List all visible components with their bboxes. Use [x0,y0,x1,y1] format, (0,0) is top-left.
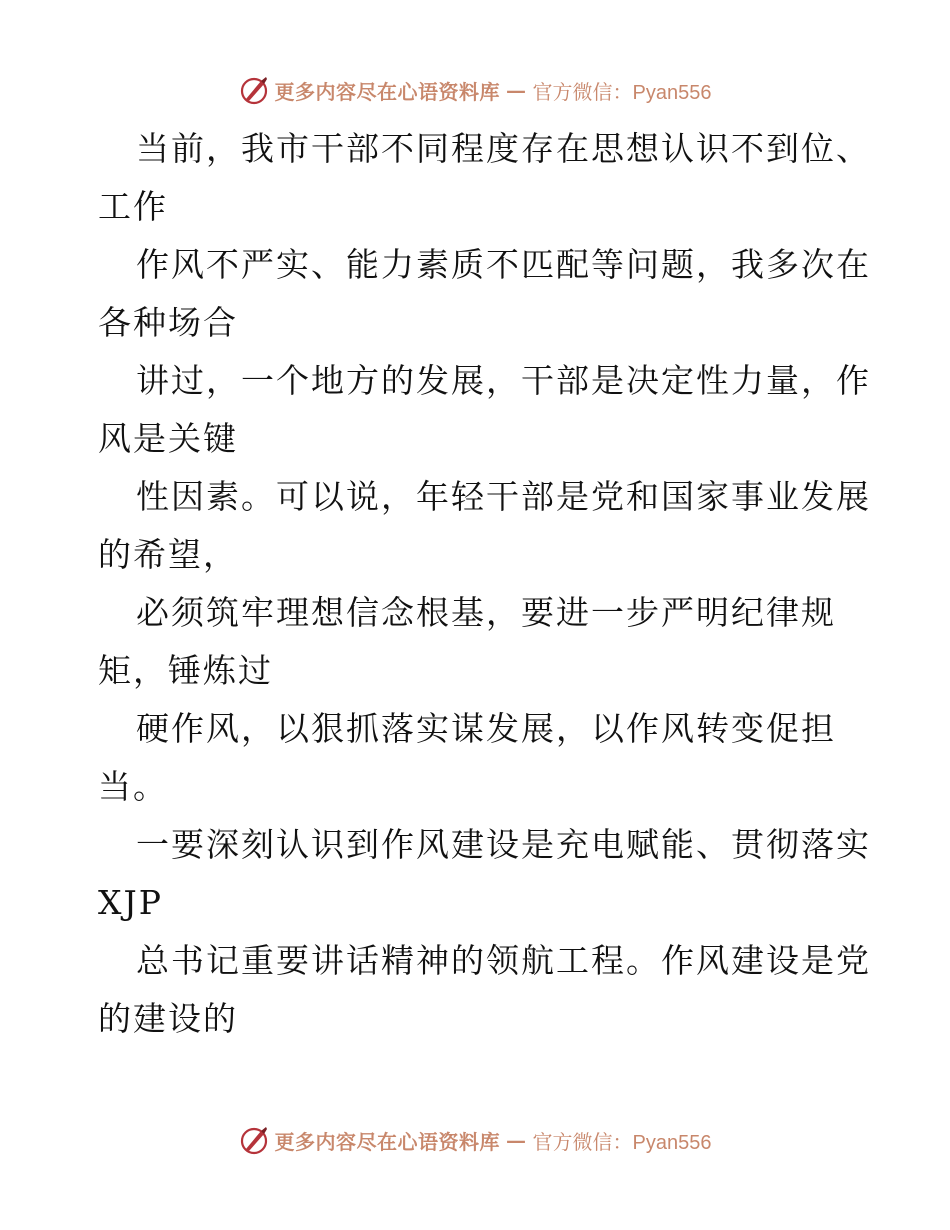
paragraph-line: 风是关键 [98,419,238,458]
footer-separator: — [506,1128,527,1152]
paragraph [98,468,871,584]
paragraph-line: 一要深刻认识到作风建设是充电赋能、贯彻落实 [136,825,871,864]
footer-banner [0,1120,950,1160]
paragraph-line: 当。 [98,767,168,806]
paragraph [98,236,871,352]
paragraph-line: 各种场合 [98,303,238,342]
paragraph [98,352,871,468]
document-body [98,120,871,1048]
paragraph-line: 的建设的 [98,999,238,1038]
paragraph-line: 必须筑牢理想信念根基，要进一步严明纪律规 [136,593,836,632]
header-site-text: 更多内容尽在心语资料库 [274,79,501,104]
paragraph-line: 总书记重要讲话精神的领航工程。作风建设是党 [136,941,871,980]
paragraph-line: 作风不严实、能力素质不匹配等问题，我多次在 [136,245,871,284]
paragraph-line: 当前，我市干部不同程度存在思想认识不到位、 [136,129,871,168]
footer-site-text: 更多内容尽在心语资料库 [274,1129,501,1154]
paragraph-line: 的希望， [98,535,238,574]
paragraph-line: XJP [98,883,163,922]
header-banner [0,70,950,110]
paragraph [98,932,871,1048]
paragraph-line: 硬作风，以狠抓落实谋发展，以作风转变促担 [136,709,836,748]
paragraph-line: 矩，锤炼过 [98,651,273,690]
paragraph-line: 讲过，一个地方的发展，干部是决定性力量，作 [136,361,871,400]
paragraph [98,584,858,700]
paragraph-line: 性因素。可以说，年轻干部是党和国家事业发展 [136,477,871,516]
paragraph [98,816,871,932]
quill-pen-logo-icon [239,1125,269,1155]
quill-pen-logo-icon [239,75,269,105]
paragraph-line: 工作 [98,187,168,226]
paragraph [98,120,871,236]
header-wechat-text: 官方微信：Pyan556 [532,81,712,104]
footer-wechat-text: 官方微信：Pyan556 [532,1131,712,1154]
header-separator: — [506,78,527,102]
paragraph [98,700,858,816]
